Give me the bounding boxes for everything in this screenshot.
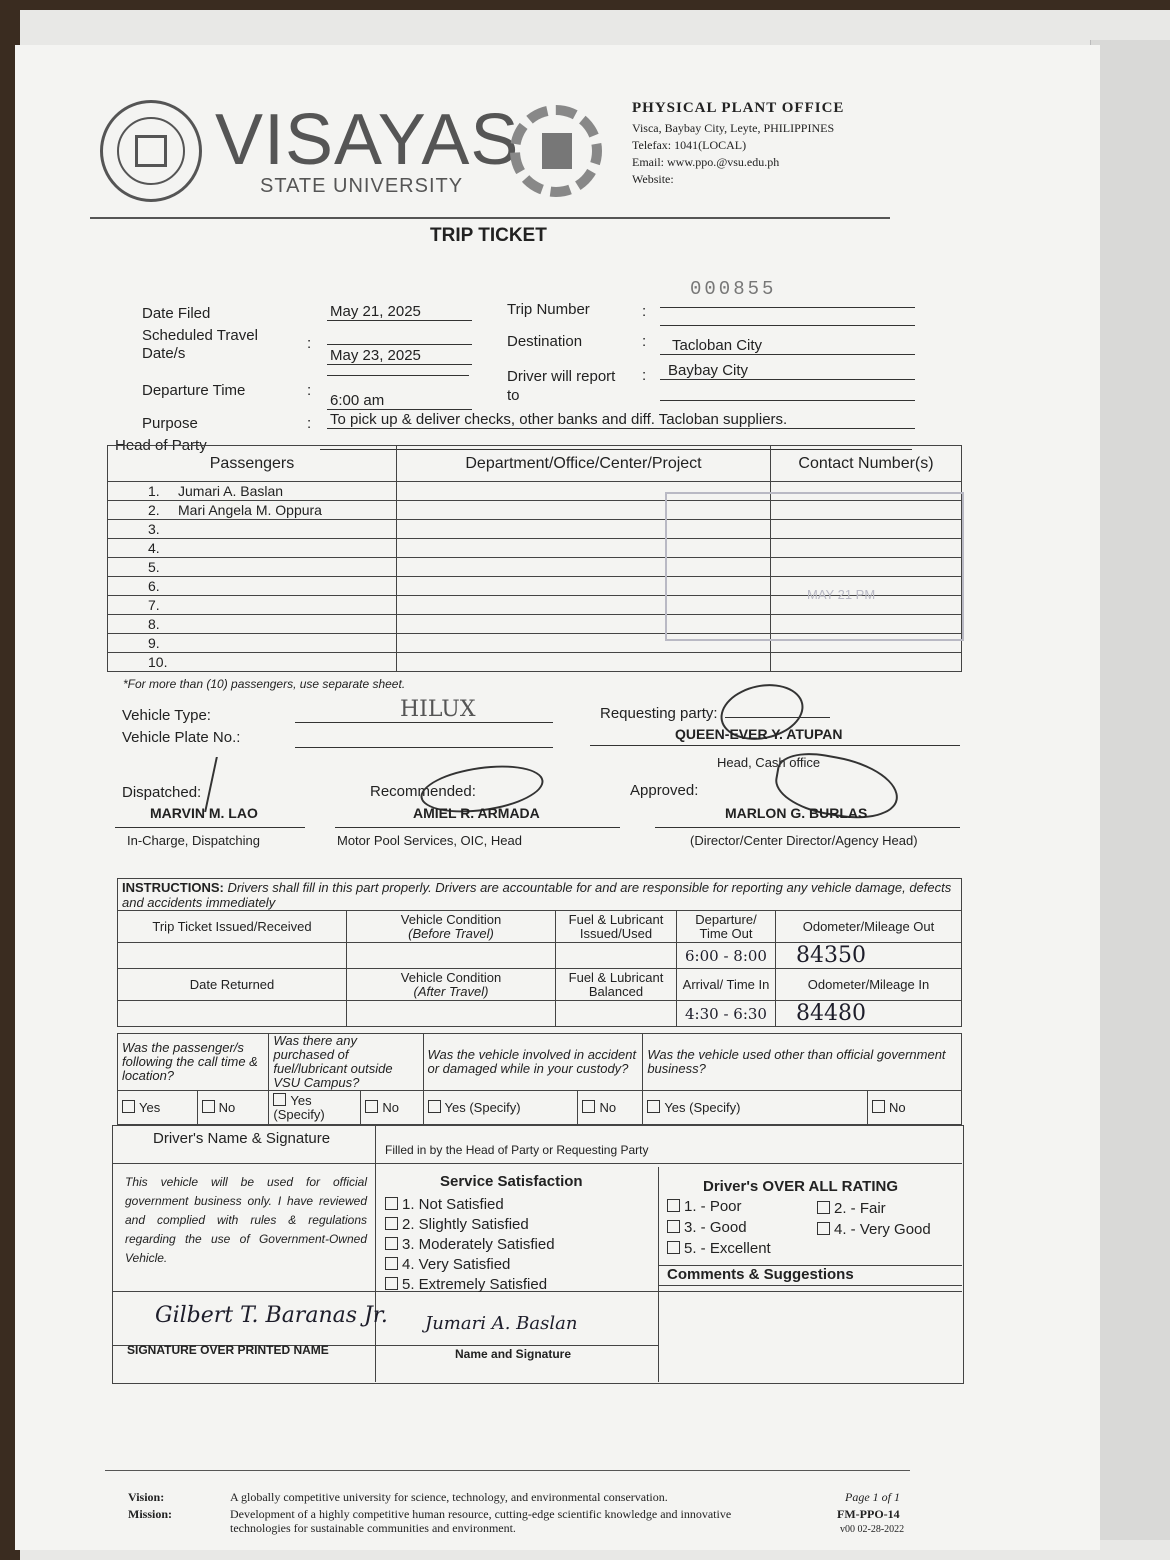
- rating-very-good-label: 4. - Very Good: [834, 1221, 931, 1238]
- driver-signature: Gilbert T. Baranas Jr.: [155, 1303, 388, 1328]
- date-returned-label: Date Returned: [118, 969, 347, 1001]
- comments-header-bottom: [658, 1285, 962, 1286]
- rating-excellent-checkbox[interactable]: [667, 1241, 680, 1254]
- rating-title: Driver's OVER ALL RATING: [703, 1178, 898, 1195]
- q1-yes-checkbox[interactable]: [122, 1100, 135, 1113]
- q4-no-label: No: [889, 1100, 906, 1115]
- question-fuel-purchase: Was there any purchased of fuel/lubricant outside VSU Campus?: [269, 1034, 423, 1091]
- dispatched-name: MARVIN M. LAO: [150, 805, 258, 821]
- passenger-department: [397, 653, 771, 672]
- q4-no-checkbox[interactable]: [872, 1100, 885, 1113]
- trip-number-colon: :: [642, 303, 647, 320]
- passenger-name: Jumari A. Baslan: [178, 483, 284, 499]
- office-telefax: Telefax: 1041(LOCAL): [632, 138, 747, 152]
- arrival-in-label: Arrival/ Time In: [677, 969, 776, 1001]
- rating-excellent-label: 5. - Excellent: [684, 1240, 771, 1257]
- q2-yes-checkbox[interactable]: [273, 1093, 286, 1106]
- vision-label: Vision:: [128, 1490, 165, 1504]
- rating-good[interactable]: [667, 1218, 747, 1238]
- instructions-text: Drivers shall fill in this part properly. Drivers are accountable for and are responsible for reporting any vehicle damage, defects and accidents immediately: [122, 879, 952, 910]
- satisfaction-label: 1. Not Satisfied: [402, 1196, 504, 1213]
- q4-yes-option[interactable]: [643, 1091, 868, 1125]
- satisfaction-checkbox[interactable]: [385, 1277, 398, 1290]
- q1-no-option[interactable]: [197, 1091, 269, 1125]
- dispatched-label: Dispatched:: [122, 784, 202, 801]
- driver-report-value: Baybay City: [660, 362, 915, 380]
- driver-name-signature-label: Driver's Name & Signature: [153, 1130, 331, 1147]
- destination-colon: :: [642, 333, 647, 350]
- evaluation-divider-2: [658, 1167, 659, 1382]
- q3-no-option[interactable]: [578, 1091, 643, 1125]
- satisfaction-checkbox[interactable]: [385, 1257, 398, 1270]
- rating-poor-checkbox[interactable]: [667, 1199, 680, 1212]
- recommended-label: Recommended:: [370, 783, 476, 800]
- destination-value: Tacloban City: [660, 337, 915, 355]
- recommended-name: AMIEL R. ARMADA: [413, 805, 540, 821]
- vehicle-log-table: [117, 878, 962, 1027]
- cond-after-sub: (After Travel): [413, 983, 489, 999]
- requesting-name: QUEEN-EVER Y. ATUPAN: [675, 726, 843, 742]
- date-filed-value: May 21, 2025: [327, 303, 472, 321]
- passenger-number: 5.: [148, 559, 160, 575]
- passenger-number: 1.: [148, 483, 160, 499]
- passenger-contact: [771, 653, 962, 672]
- filled-by-label: Filled in by the Head of Party or Requesting Party: [385, 1143, 649, 1157]
- report-line-2: [660, 400, 915, 401]
- approved-line: [655, 827, 960, 828]
- dispatched-signature-icon: [204, 757, 238, 812]
- q2-specify-label: (Specify): [273, 1107, 325, 1122]
- purpose-label: Purpose: [142, 415, 198, 432]
- satisfaction-checkbox[interactable]: [385, 1197, 398, 1210]
- date-filed-label: Date Filed: [142, 305, 211, 322]
- background-sheet-edge: [1090, 40, 1170, 1540]
- q3-yes-label: Yes (Specify): [444, 1100, 521, 1115]
- rating-fair-checkbox[interactable]: [817, 1201, 830, 1214]
- q2-no-label: No: [382, 1100, 400, 1115]
- mission-label: Mission:: [128, 1507, 173, 1521]
- q2-yes-label: Yes: [290, 1093, 312, 1108]
- odometer-in-label: Odometer/Mileage In: [776, 969, 962, 1001]
- vehicle-type-value: HILUX: [295, 697, 553, 723]
- vehicle-plate-line: [295, 747, 553, 748]
- q1-yes-option[interactable]: [118, 1091, 198, 1125]
- satisfaction-label: 5. Extremely Satisfied: [402, 1276, 548, 1293]
- requesting-party-label: Requesting party:: [600, 705, 718, 722]
- header-divider: [90, 217, 890, 219]
- vision-text: A globally competitive university for science, technology, and environmental conservation.: [230, 1490, 668, 1504]
- form-code: FM-PPO-14: [837, 1507, 900, 1521]
- office-website: Website:: [632, 172, 674, 186]
- satisfaction-checkbox[interactable]: [385, 1237, 398, 1250]
- rating-poor[interactable]: [667, 1197, 742, 1217]
- departure-time-label: Departure Time: [142, 382, 246, 399]
- page-number: Page 1 of 1: [845, 1490, 900, 1504]
- passenger-number: 7.: [148, 597, 160, 613]
- passenger-number: 4.: [148, 540, 160, 556]
- document-title: TRIP TICKET: [430, 225, 547, 246]
- instructions-label: INSTRUCTIONS:: [122, 879, 224, 895]
- q2-no-checkbox[interactable]: [365, 1100, 378, 1113]
- q1-yes-label: Yes: [139, 1100, 161, 1115]
- evaluation-row-line-1: [112, 1163, 962, 1164]
- departure-time-written: 6:00 - 8:00: [677, 943, 776, 969]
- form-version: v00 02-28-2022: [840, 1524, 905, 1535]
- trip-number-line: [660, 307, 915, 308]
- q3-no-checkbox[interactable]: [582, 1100, 595, 1113]
- questions-table: [117, 1033, 962, 1125]
- passenger-number: 2.: [148, 502, 160, 518]
- q3-yes-checkbox[interactable]: [428, 1100, 441, 1113]
- odometer-in-written: 84480: [776, 1001, 962, 1027]
- purpose-value: To pick up & deliver checks, other banks and diff. Tacloban suppliers.: [327, 411, 915, 429]
- departure-colon: :: [307, 382, 312, 399]
- physical-plant-gear-icon: [510, 105, 602, 197]
- rating-very-good-checkbox[interactable]: [817, 1222, 830, 1235]
- footer-divider: [105, 1470, 910, 1471]
- satisfaction-option[interactable]: [385, 1255, 555, 1275]
- service-satisfaction-title: Service Satisfaction: [440, 1173, 583, 1190]
- cond-after-label: Vehicle Condition: [400, 969, 502, 985]
- recommended-title: Motor Pool Services, OIC, Head: [337, 833, 522, 848]
- departure-time-value: 6:00 am: [327, 392, 472, 410]
- question-other-use: Was the vehicle used other than official government business?: [643, 1034, 962, 1091]
- satisfaction-option[interactable]: [385, 1195, 555, 1215]
- mission-text: Development of a highly competitive human resource, cutting-edge scientific knowledge and innovative technologies for sustainable communities and environment.: [230, 1507, 732, 1535]
- q2-no-option[interactable]: [361, 1091, 423, 1125]
- q4-no-option[interactable]: [868, 1091, 962, 1125]
- q3-no-label: No: [599, 1100, 617, 1115]
- destination-label: Destination: [507, 333, 583, 350]
- fuel-balanced-label: Fuel & Lubricant Balanced: [556, 969, 677, 1001]
- driver-report-label: Driver will report to: [507, 368, 616, 404]
- q4-yes-checkbox[interactable]: [647, 1100, 660, 1113]
- q2-yes-option[interactable]: [269, 1091, 361, 1125]
- scheduled-travel-value: May 23, 2025: [327, 344, 472, 365]
- satisfaction-label: 2. Slightly Satisfied: [402, 1216, 529, 1233]
- col-department: Department/Office/Center/Project: [397, 446, 771, 482]
- rating-excellent[interactable]: [667, 1239, 771, 1259]
- vehicle-plate-label: Vehicle Plate No.:: [122, 729, 241, 746]
- passenger-number: 10.: [148, 654, 168, 670]
- question-call-time: Was the passenger/s following the call time & location?: [118, 1034, 269, 1091]
- fuel-issued-label: Fuel & Lubricant Issued/Used: [556, 911, 677, 943]
- trip-ticket-form: [15, 45, 1100, 1550]
- passenger-number: 6.: [148, 578, 160, 594]
- vehicle-type-label: Vehicle Type:: [122, 707, 211, 724]
- service-satisfaction-list: [385, 1195, 555, 1295]
- trip-number-value: 000855: [690, 278, 777, 300]
- requesting-title: Head, Cash office: [717, 755, 821, 770]
- comments-label: Comments & Suggestions: [667, 1266, 854, 1283]
- recommended-line: [335, 827, 620, 828]
- trip-number-line-2: [660, 325, 915, 326]
- passenger-number: 3.: [148, 521, 160, 537]
- q1-no-label: No: [218, 1100, 236, 1115]
- approved-title: (Director/Center Director/Agency Head): [690, 833, 918, 848]
- satisfaction-checkbox[interactable]: [385, 1217, 398, 1230]
- odometer-out-written: 84350: [776, 943, 962, 969]
- university-seal-icon: [100, 100, 202, 202]
- driver-statement: This vehicle will be used for official government business only. I have reviewed and complied with rules & regulations regarding the use of Government-Owned Vehicle.: [125, 1175, 367, 1265]
- cond-before-sub: (Before Travel): [408, 925, 494, 941]
- q3-yes-option[interactable]: [423, 1091, 578, 1125]
- office-address: Visca, Baybay City, Leyte, PHILIPPINES: [632, 121, 835, 135]
- requesting-name-line: [590, 745, 960, 746]
- satisfaction-option[interactable]: [385, 1275, 555, 1295]
- scheduled-travel-label: Scheduled Travel Date/s: [142, 327, 258, 362]
- satisfaction-label: 4. Very Satisfied: [402, 1256, 511, 1273]
- rating-good-label: 3. - Good: [684, 1219, 747, 1236]
- satisfaction-option[interactable]: [385, 1215, 555, 1235]
- passenger-note: *For more than (10) passengers, use separate sheet.: [123, 677, 406, 691]
- dispatched-line: [115, 827, 305, 828]
- university-name: VISAYAS: [215, 100, 520, 180]
- passenger-number: 8.: [148, 616, 160, 632]
- driver-signature-label: SIGNATURE OVER PRINTED NAME: [127, 1343, 329, 1357]
- q4-yes-label: Yes (Specify): [664, 1100, 741, 1115]
- requester-signature: Jumari A. Baslan: [425, 1313, 578, 1334]
- question-accident: Was the vehicle involved in accident or damaged while in your custody?: [423, 1034, 643, 1091]
- departure-topline: [327, 375, 469, 376]
- office-title: PHYSICAL PLANT OFFICE: [632, 100, 845, 116]
- sched-colon: :: [307, 335, 312, 352]
- trip-number-label: Trip Number: [507, 301, 590, 318]
- rating-good-checkbox[interactable]: [667, 1220, 680, 1233]
- departure-out-label: Departure/ Time Out: [677, 911, 776, 943]
- university-subtitle: STATE UNIVERSITY: [260, 175, 464, 197]
- office-email: Email: www.ppo.@vsu.edu.ph: [632, 155, 780, 169]
- approved-label: Approved:: [630, 782, 699, 799]
- passenger-row: [108, 653, 962, 672]
- cond-before-label: Vehicle Condition: [400, 911, 502, 927]
- satisfaction-option[interactable]: [385, 1235, 555, 1255]
- rating-poor-label: 1. - Poor: [684, 1198, 742, 1215]
- satisfaction-label: 3. Moderately Satisfied: [402, 1236, 555, 1253]
- col-passengers: Passengers: [108, 446, 397, 482]
- received-stamp: [665, 492, 964, 641]
- passenger-number: 9.: [148, 635, 160, 651]
- issued-label: Trip Ticket Issued/Received: [118, 911, 347, 943]
- arrival-time-written: 4:30 - 6:30: [677, 1001, 776, 1027]
- head-of-party-label: Head of Party: [115, 437, 207, 454]
- col-contact: Contact Number(s): [771, 446, 962, 482]
- rating-very-good[interactable]: [817, 1220, 931, 1240]
- rating-options: [667, 1197, 957, 1261]
- rating-fair[interactable]: [817, 1199, 886, 1219]
- stamp-date: MAY 21 PM: [807, 587, 876, 602]
- rating-fair-label: 2. - Fair: [834, 1200, 886, 1217]
- approved-name: MARLON G. BURLAS: [725, 805, 868, 821]
- dispatched-title: In-Charge, Dispatching: [127, 833, 260, 848]
- purpose-colon: :: [307, 415, 312, 432]
- requester-signature-label: Name and Signature: [455, 1347, 572, 1361]
- report-colon: :: [642, 367, 647, 384]
- q1-no-checkbox[interactable]: [202, 1100, 215, 1113]
- passenger-name: Mari Angela M. Oppura: [178, 502, 322, 518]
- odometer-out-label: Odometer/Mileage Out: [776, 911, 962, 943]
